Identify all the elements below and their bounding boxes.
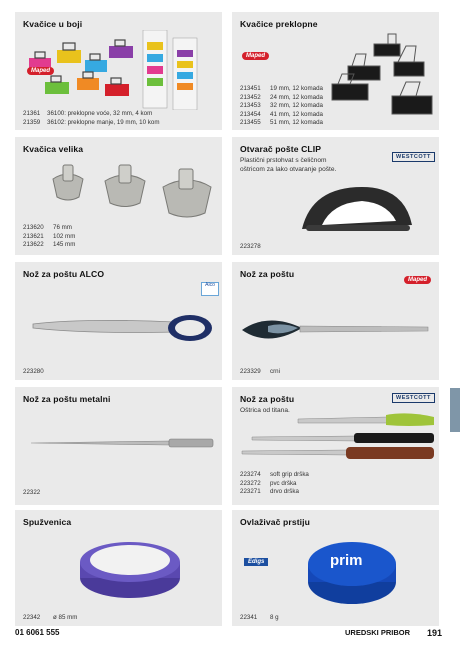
product-codes [23, 368, 53, 377]
footer-phone: 01 6061 555 [15, 628, 60, 637]
product-cell-spuzvenica [15, 510, 222, 626]
product-cell-otvarac-poste-clip [232, 137, 439, 255]
code-row: 223272 pvc drška [240, 479, 297, 487]
large-clips-image [23, 159, 213, 229]
alco-letter-opener-image [25, 310, 215, 350]
maped-logo: Maped [242, 52, 269, 60]
product-title: Nož za poštu ALCO [23, 269, 105, 279]
code-row: 213620 76 mm [23, 224, 72, 231]
product-description: Plastični prstohvat s čeličnom oštricom za lako otvaranje pošte. [240, 157, 337, 173]
product-cell-ovlazivac-prstiju [232, 510, 439, 626]
section-tab [450, 388, 460, 432]
maped-logo: Maped [27, 67, 54, 75]
prim-product-label: prim [330, 552, 363, 569]
code-row: 213451 19 mm, 12 komada [240, 85, 323, 92]
product-title: Otvarač pošte CLIP [240, 144, 322, 154]
code-row: 21361 36100: preklopne voće, 32 mm, 4 kom [23, 110, 153, 117]
product-cell-noz-za-postu-maped [232, 262, 439, 380]
code-row: 213455 51 mm, 12 komada [240, 119, 323, 127]
edigs-logo: Edigs [244, 558, 268, 566]
product-title: Nož za poštu [240, 394, 295, 404]
maped-logo: Maped [404, 276, 431, 284]
product-cell-kvacice-u-boji [15, 12, 222, 130]
code-row: 22322 [23, 489, 41, 496]
product-title: Ovlaživač prstiju [240, 517, 311, 527]
product-cell-kvacica-velika [15, 137, 222, 255]
footer-section: UREDSKI PRIBOR [345, 628, 411, 637]
westcott-logo: WESTCOTT [392, 393, 435, 403]
metal-letter-opener-image [29, 433, 219, 453]
product-cell-kvacice-preklopne [232, 12, 439, 130]
clip-letter-opener-image [292, 181, 422, 236]
code-row: 22341 8 g [240, 614, 279, 621]
finger-moistener-image [302, 528, 402, 610]
product-cell-noz-metalni [15, 387, 222, 505]
product-codes [240, 471, 309, 497]
product-title: Kvačice u boji [23, 19, 83, 29]
product-title: Kvačice preklopne [240, 19, 318, 29]
product-title: Nož za poštu metalni [23, 394, 111, 404]
westcott-logo: WESTCOTT [392, 152, 435, 162]
product-title: Nož za poštu [240, 269, 295, 279]
code-row: 213452 24 mm, 12 komada [240, 93, 323, 101]
product-cell-noz-alco [15, 262, 222, 380]
alco-logo: Alco [201, 282, 219, 296]
product-codes [240, 243, 270, 252]
product-codes [240, 85, 323, 128]
product-codes [23, 110, 159, 127]
maped-letter-opener-image [238, 310, 433, 350]
code-row: 223274 soft grip drška [240, 471, 309, 478]
code-row: 213622 145 mm [23, 241, 76, 249]
code-row: 223278 [240, 243, 261, 250]
binder-clips-image [328, 30, 438, 120]
product-title: Kvačica velika [23, 144, 84, 154]
product-cell-noz-za-postu-westcott [232, 387, 439, 505]
product-codes [23, 614, 77, 623]
code-row: 213621 102 mm [23, 232, 76, 240]
sponge-moistener-image [75, 526, 185, 606]
product-codes [240, 614, 279, 623]
code-row: 21359 36102: preklopne manje, 19 mm, 10 kom [23, 118, 160, 126]
product-description: Oštrica od titana. [240, 407, 290, 414]
product-codes [240, 368, 280, 377]
code-row: 213454 41 mm, 12 komada [240, 110, 323, 118]
code-row: 213453 32 mm, 12 komada [240, 102, 323, 110]
product-title: Spužvenica [23, 517, 72, 527]
code-row: 223280 [23, 368, 44, 375]
code-row: 22342 ø 85 mm [23, 614, 78, 621]
code-row: 223329 crni [240, 368, 280, 375]
product-codes [23, 489, 53, 498]
product-codes [23, 224, 75, 250]
footer-page-number: 191 [427, 628, 443, 638]
titanium-letter-openers-image [238, 411, 438, 471]
code-row: 223271 drvo drška [240, 488, 299, 496]
